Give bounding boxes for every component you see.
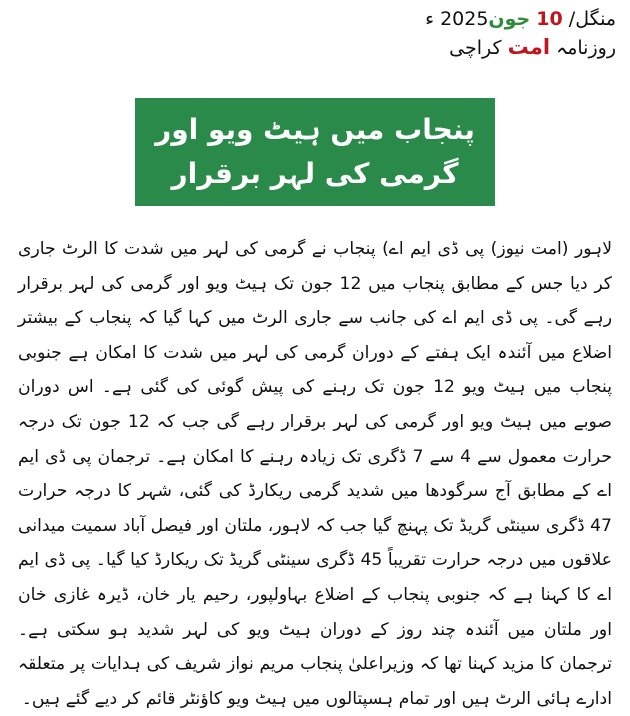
era: ء [425, 8, 435, 30]
masthead-city: کراچی [449, 37, 502, 59]
masthead [449, 34, 616, 61]
headline-line-1: پنجاب میں ہیٹ ویو اور [155, 113, 475, 146]
masthead-paper-name: امت [507, 35, 551, 59]
day: 10 [536, 8, 563, 30]
weekday: منگل [575, 8, 616, 30]
headline-box [135, 98, 495, 206]
year: 2025 [440, 8, 489, 30]
dateline [425, 6, 616, 32]
month: جون [488, 8, 531, 30]
article-body [18, 232, 612, 716]
date-separator: / [568, 8, 576, 30]
article-paragraph: لاہور (امت نیوز) پی ڈی ایم اے) پنجاب نے گرمی کی لہر میں شدت کا الرٹ جاری کر دیا جس کے مطابق پنجاب میں 12 جون تک ہیٹ ویو اور گرمی کی لہر برقرار رہے گی۔ پی ڈی ایم اے کی جانب سے جاری الرٹ میں کہا گیا کہ پنجاب کے بیشتر اضلاع میں آئندہ ایک ہفتے کے دوران گرمی کی لہر میں شدت کا امکان ہے جنوبی پنجاب میں ہیٹ ویو 12 جون تک رہنے کی پیش گوئی کی گئی ہے۔ اس دوران صوبے میں ہیٹ ویو اور گرمی کی لہر برقرار رہے گی جب کہ 12 جون تک درجہ حرارت معمول سے 4 سے 7 ڈگری تک زیادہ رہنے کا امکان ہے۔ ترجمان پی ڈی ایم اے کے مطابق آج سرگودھا میں شدید گرمی ریکارڈ کی گئی، شہر کا درجہ حرارت 47 ڈگری سینٹی گریڈ تک پہنچ گیا جب کہ لاہور، ملتان اور فیصل آباد سمیت میدانی علاقوں میں درجہ حرارت تقریباً 45 ڈگری سینٹی گریڈ تک ریکارڈ کیا گیا۔ پی ڈی ایم اے کا کہنا ہے کہ جنوبی پنجاب کے اضلاع بہاولپور، رحیم یار خان، ڈیرہ غازی خان اور ملتان میں آئندہ چند روز کے دوران ہیٹ ویو کی لہر شدید ہو سکتی ہے۔ ترجمان کا مزید کہنا تھا کہ وزیراعلیٰ پنجاب مریم نواز شریف کی ہدایات پر متعلقہ ادارے ہائی الرٹ ہیں اور تمام ہسپتالوں میں ہیٹ ویو کاؤنٹر قائم کر دیے گئے ہیں۔ [18, 239, 613, 709]
headline-line-2: گرمی کی لہر برقرار [171, 157, 459, 190]
masthead-prefix: روزنامہ [556, 37, 616, 59]
